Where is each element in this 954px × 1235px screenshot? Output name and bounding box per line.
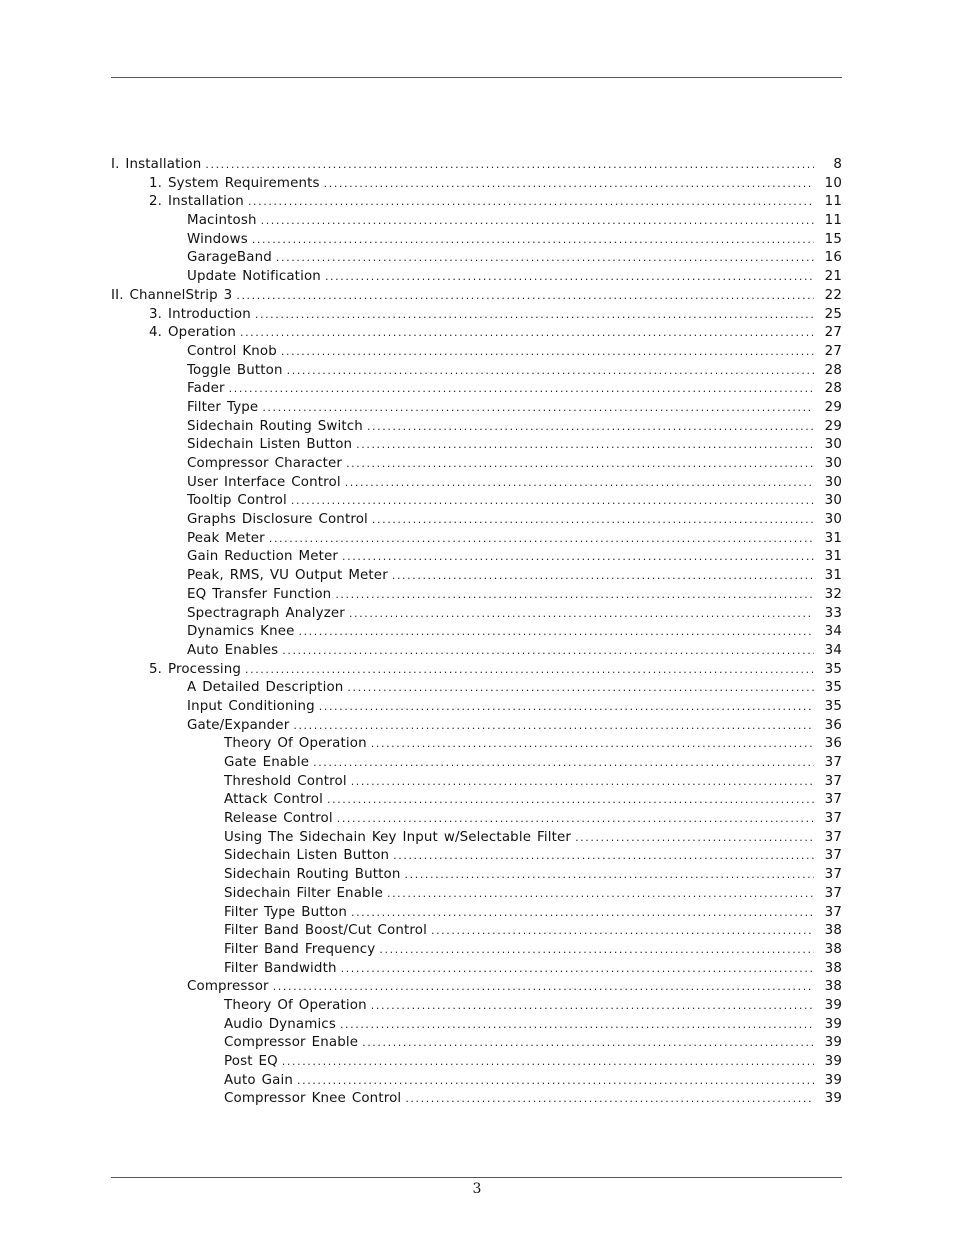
toc-entry-label: Filter Type Button <box>224 904 347 920</box>
toc-entry[interactable] <box>111 193 842 212</box>
toc-entry-label: Peak, RMS, VU Output Meter <box>187 568 388 584</box>
dot-leader <box>349 605 814 624</box>
toc-entry-page: 34 <box>824 642 842 658</box>
toc-entry[interactable] <box>111 268 842 287</box>
toc-entry-page: 39 <box>824 1035 842 1051</box>
dot-leader <box>276 249 814 268</box>
dot-leader <box>248 193 814 212</box>
toc-entry-page: 30 <box>824 437 842 453</box>
dot-leader <box>291 492 814 511</box>
toc-entry-page: 10 <box>824 175 842 191</box>
dot-leader <box>240 324 814 343</box>
toc-entry-label: Macintosh <box>187 213 257 229</box>
dot-leader <box>346 455 814 474</box>
toc-entry-label: Release Control <box>224 811 333 827</box>
toc-entry-page: 38 <box>824 923 842 939</box>
toc-entry-page: 37 <box>824 811 842 827</box>
table-of-contents <box>111 156 842 1109</box>
dot-leader <box>335 586 814 605</box>
toc-entry-page: 16 <box>824 250 842 266</box>
dot-leader <box>372 511 814 530</box>
dot-leader <box>327 791 814 810</box>
toc-entry-page: 33 <box>824 605 842 621</box>
toc-entry-page: 31 <box>824 549 842 565</box>
toc-entry-label: Peak Meter <box>187 530 265 546</box>
toc-entry-page: 39 <box>824 1054 842 1069</box>
toc-entry-label: 3. Introduction <box>149 306 251 322</box>
toc-entry-label: Sidechain Routing Switch <box>187 418 363 434</box>
toc-entry-label: Fader <box>187 381 225 397</box>
toc-entry[interactable] <box>111 567 842 586</box>
toc-entry[interactable] <box>111 1072 842 1091</box>
toc-entry-page: 34 <box>824 624 842 640</box>
dot-leader <box>337 810 814 829</box>
toc-entry-page: 21 <box>824 269 842 285</box>
dot-leader <box>341 960 814 979</box>
toc-entry[interactable] <box>111 661 842 680</box>
header-rule <box>111 77 842 78</box>
toc-entry-page: 25 <box>824 306 842 322</box>
toc-entry-label: Filter Band Frequency <box>224 941 376 957</box>
dot-leader <box>351 904 814 923</box>
toc-entry-page: 37 <box>824 773 842 789</box>
toc-entry-label: 4. Operation <box>149 325 236 341</box>
dot-leader <box>293 717 814 736</box>
toc-entry-label: Audio Dynamics <box>224 1016 336 1032</box>
toc-entry-page: 38 <box>824 941 842 957</box>
toc-entry-page: 31 <box>824 568 842 584</box>
toc-entry-label: Compressor <box>187 979 269 995</box>
toc-entry-label: Threshold Control <box>224 773 347 789</box>
toc-entry-label: Toggle Button <box>187 362 283 378</box>
dot-leader <box>371 735 814 754</box>
toc-entry-label: Auto Gain <box>224 1072 293 1088</box>
toc-entry-label: Update Notification <box>187 269 321 285</box>
toc-entry-page: 37 <box>824 867 842 883</box>
toc-entry[interactable] <box>111 978 842 997</box>
toc-entry[interactable] <box>111 1090 842 1109</box>
toc-entry[interactable] <box>111 212 842 231</box>
dot-leader <box>351 773 814 792</box>
toc-entry-page: 37 <box>824 848 842 864</box>
toc-entry-page: 11 <box>824 194 842 210</box>
toc-entry[interactable] <box>111 605 842 624</box>
toc-entry-page: 35 <box>824 661 842 677</box>
toc-entry[interactable] <box>111 922 842 941</box>
dot-leader <box>340 1016 814 1035</box>
toc-entry[interactable] <box>111 885 842 904</box>
toc-entry-page: 30 <box>824 512 842 528</box>
toc-entry-label: Sidechain Listen Button <box>224 848 390 864</box>
toc-entry[interactable] <box>111 754 842 773</box>
dot-leader <box>262 399 814 418</box>
toc-entry[interactable] <box>111 810 842 829</box>
toc-entry-label: Input Conditioning <box>187 698 315 714</box>
toc-entry[interactable] <box>111 698 842 717</box>
toc-entry-page: 31 <box>824 530 842 546</box>
dot-leader <box>269 530 814 549</box>
toc-entry[interactable] <box>111 866 842 885</box>
dot-leader <box>319 698 814 717</box>
toc-entry[interactable] <box>111 642 842 661</box>
toc-entry-label: User Interface Control <box>187 474 341 490</box>
toc-entry-label: Compressor Character <box>187 456 343 471</box>
toc-entry[interactable] <box>111 717 842 736</box>
toc-entry-label: Sidechain Listen Button <box>187 437 353 453</box>
toc-entry[interactable] <box>111 791 842 810</box>
toc-entry[interactable] <box>111 474 842 493</box>
toc-entry-label: Compressor Knee Control <box>224 1091 402 1107</box>
toc-entry[interactable] <box>111 492 842 511</box>
toc-entry-page: 36 <box>824 736 842 752</box>
toc-entry-label: Theory Of Operation <box>224 736 367 752</box>
dot-leader <box>379 941 814 960</box>
toc-entry[interactable] <box>111 735 842 754</box>
toc-entry-label: Attack Control <box>224 792 324 808</box>
dot-leader <box>393 847 814 866</box>
toc-entry[interactable] <box>111 829 842 848</box>
toc-entry[interactable] <box>111 1034 842 1053</box>
toc-entry[interactable] <box>111 156 842 175</box>
toc-entry-label: Gate Enable <box>224 755 310 770</box>
toc-entry-page: 38 <box>824 979 842 995</box>
toc-entry-page: 29 <box>824 418 842 434</box>
toc-entry-label: Tooltip Control <box>187 493 287 509</box>
toc-entry-page: 36 <box>824 717 842 733</box>
toc-entry[interactable] <box>111 941 842 960</box>
toc-entry[interactable] <box>111 847 842 866</box>
toc-entry[interactable] <box>111 511 842 530</box>
toc-entry-label: Auto Enables <box>187 642 279 658</box>
dot-leader <box>405 866 814 885</box>
toc-entry[interactable] <box>111 455 842 474</box>
toc-entry-page: 29 <box>824 399 842 415</box>
dot-leader <box>255 306 814 325</box>
toc-entry-page: 28 <box>824 362 842 378</box>
toc-entry-label: EQ Transfer Function <box>187 586 332 602</box>
toc-entry[interactable] <box>111 960 842 979</box>
dot-leader <box>347 679 814 698</box>
dot-leader <box>236 287 814 306</box>
toc-entry-label: 1. System Requirements <box>149 175 320 191</box>
toc-entry-label: GarageBand <box>187 250 272 266</box>
toc-entry[interactable] <box>111 362 842 381</box>
dot-leader <box>405 1090 814 1109</box>
dot-leader <box>371 997 814 1016</box>
toc-entry-page: 37 <box>824 885 842 901</box>
toc-entry-label: Filter Band Boost/Cut Control <box>224 923 427 939</box>
toc-entry[interactable] <box>111 306 842 325</box>
dot-leader <box>298 623 814 642</box>
toc-entry-label: Dynamics Knee <box>187 624 295 640</box>
toc-entry[interactable] <box>111 231 842 250</box>
toc-entry-label: Gain Reduction Meter <box>187 549 339 565</box>
toc-entry-page: 39 <box>824 1091 842 1107</box>
toc-entry-page: 30 <box>824 456 842 471</box>
toc-entry-page: 30 <box>824 493 842 509</box>
toc-entry-page: 8 <box>833 157 842 172</box>
page-number: 3 <box>472 1181 482 1197</box>
toc-entry-page: 37 <box>824 904 842 920</box>
toc-entry[interactable] <box>111 399 842 418</box>
toc-entry[interactable] <box>111 679 842 698</box>
toc-entry-label: Graphs Disclosure Control <box>187 512 368 528</box>
toc-entry-label: Sidechain Routing Button <box>224 867 401 883</box>
dot-leader <box>252 231 814 250</box>
toc-entry-label: Compressor Enable <box>224 1035 359 1051</box>
toc-entry-page: 35 <box>824 680 842 696</box>
dot-leader <box>273 978 814 997</box>
toc-entry-label: Filter Type <box>187 399 259 415</box>
toc-entry[interactable] <box>111 324 842 343</box>
toc-entry[interactable] <box>111 1053 842 1072</box>
toc-entry-page: 37 <box>824 792 842 808</box>
toc-entry-page: 22 <box>824 287 842 303</box>
toc-entry-page: 30 <box>824 474 842 490</box>
toc-entry-label: II. ChannelStrip 3 <box>111 287 233 303</box>
dot-leader <box>297 1072 814 1091</box>
dot-leader <box>387 885 814 904</box>
toc-entry[interactable] <box>111 175 842 194</box>
toc-entry[interactable] <box>111 343 842 362</box>
toc-entry-label: Sidechain Filter Enable <box>224 885 383 901</box>
dot-leader <box>324 175 814 194</box>
dot-leader <box>205 156 814 175</box>
toc-entry[interactable] <box>111 586 842 605</box>
footer-rule <box>111 1177 842 1178</box>
toc-entry-label: 5. Processing <box>149 661 241 677</box>
toc-entry-label: Windows <box>187 231 248 247</box>
dot-leader <box>282 1053 814 1072</box>
toc-entry-label: Using The Sidechain Key Input w/Selectable Filter <box>224 829 572 845</box>
toc-entry[interactable] <box>111 548 842 567</box>
toc-entry[interactable] <box>111 380 842 399</box>
toc-entry[interactable] <box>111 773 842 792</box>
dot-leader <box>325 268 814 287</box>
dot-leader <box>282 642 814 661</box>
toc-entry[interactable] <box>111 530 842 549</box>
toc-entry[interactable] <box>111 997 842 1016</box>
toc-entry-label: Control Knob <box>187 343 277 359</box>
dot-leader <box>229 380 814 399</box>
toc-entry-page: 37 <box>824 755 842 770</box>
dot-leader <box>367 418 814 437</box>
toc-entry[interactable] <box>111 436 842 455</box>
toc-entry-label: Gate/Expander <box>187 717 290 733</box>
toc-entry-page: 27 <box>824 343 842 359</box>
toc-entry-page: 15 <box>824 231 842 247</box>
toc-entry-page: 28 <box>824 381 842 397</box>
toc-entry-page: 39 <box>824 1072 842 1088</box>
dot-leader <box>287 362 814 381</box>
toc-entry-label: Theory Of Operation <box>224 997 367 1013</box>
toc-entry-label: Spectragraph Analyzer <box>187 605 345 621</box>
toc-entry-label: 2. Installation <box>149 194 244 210</box>
toc-entry[interactable] <box>111 418 842 437</box>
dot-leader <box>392 567 814 586</box>
toc-entry-page: 32 <box>824 586 842 602</box>
toc-entry-page: 37 <box>824 829 842 845</box>
dot-leader <box>362 1034 814 1053</box>
toc-entry-page: 39 <box>824 997 842 1013</box>
dot-leader <box>342 548 814 567</box>
toc-entry-page: 11 <box>824 213 842 229</box>
toc-entry[interactable] <box>111 287 842 306</box>
dot-leader <box>431 922 814 941</box>
toc-entry[interactable] <box>111 1016 842 1035</box>
dot-leader <box>313 754 814 773</box>
toc-entry-page: 35 <box>824 698 842 714</box>
dot-leader <box>281 343 814 362</box>
toc-entry[interactable] <box>111 904 842 923</box>
dot-leader <box>245 661 814 680</box>
toc-entry-label: Post EQ <box>224 1054 278 1069</box>
toc-entry-label: A Detailed Description <box>187 680 344 696</box>
toc-entry-label: Filter Bandwidth <box>224 960 337 976</box>
dot-leader <box>575 829 814 848</box>
dot-leader <box>356 436 814 455</box>
toc-entry-page: 27 <box>824 325 842 341</box>
toc-entry-label: I. Installation <box>111 157 202 172</box>
dot-leader <box>261 212 814 231</box>
dot-leader <box>345 474 814 493</box>
toc-entry-page: 38 <box>824 960 842 976</box>
toc-entry-page: 39 <box>824 1016 842 1032</box>
toc-entry[interactable] <box>111 623 842 642</box>
toc-entry[interactable] <box>111 249 842 268</box>
